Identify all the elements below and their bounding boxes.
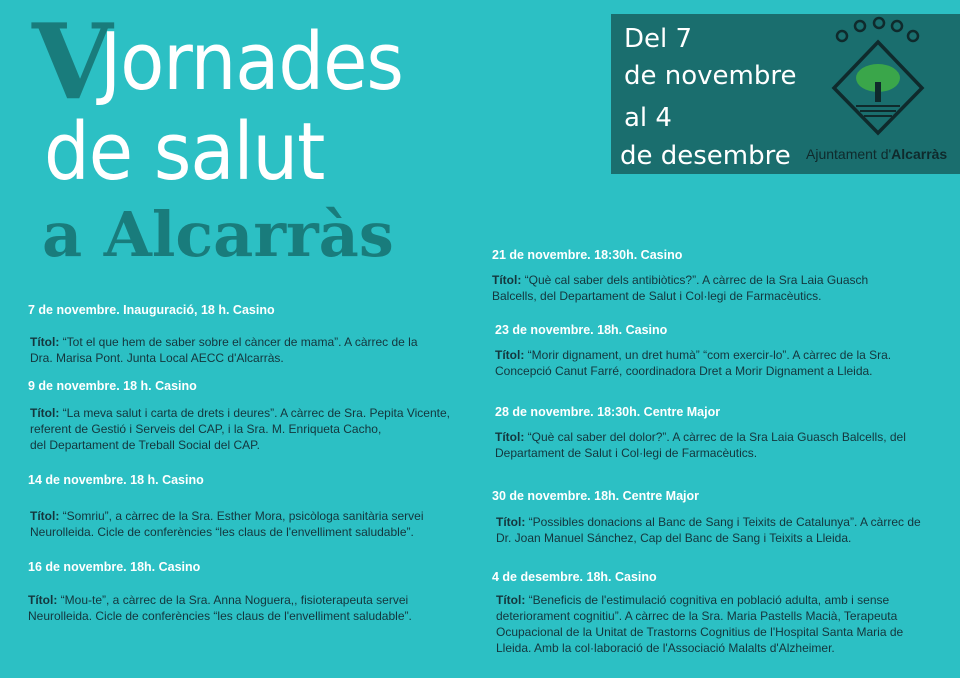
date-line-4: de desembre: [620, 141, 791, 171]
event-9-heading: 4 de desembre. 18h. Casino: [492, 570, 657, 584]
title-line-alcarras: a Alcarràs: [42, 198, 394, 271]
title-initial-v: V: [32, 0, 113, 123]
event-3-description: Títol: “Somriu”, a càrrec de la Sra. Esther Mora, psicòloga sanitària servei Neurolleida. Cicle de conferències “les claus de l'envelliment saludable”.: [30, 509, 424, 539]
event-5-heading: 21 de novembre. 18:30h. Casino: [492, 248, 683, 262]
logo-caption: Ajuntament d'Alcarràs: [806, 146, 948, 162]
event-1-description: Títol: “Tot el que hem de saber sobre el càncer de mama”. A càrrec de la Dra. Marisa Pont. Junta Local AECC d'Alcarràs.: [30, 335, 418, 365]
date-line-3: al 4: [624, 103, 672, 133]
event-8-description: Títol: “Possibles donacions al Banc de Sang i Teixits de Catalunya”. A càrrec de Dr. Joan Manuel Sánchez, Cap del Banc de Sang i Teixits a Lleida.: [496, 515, 921, 545]
event-2-heading: 9 de novembre. 18 h. Casino: [28, 379, 197, 393]
ajuntament-logo-icon: [826, 16, 936, 136]
event-4-description: Títol: “Mou-te”, a càrrec de la Sra. Anna Noguera,, fisioterapeuta servei Neurolleida. Cicle de conferències “les claus de l'envelliment saludable”.: [28, 593, 412, 623]
event-8-heading: 30 de novembre. 18h. Centre Major: [492, 489, 700, 503]
event-4-heading: 16 de novembre. 18h. Casino: [28, 560, 201, 574]
event-9-description: Títol: “Beneficis de l'estimulació cognitiva en població adulta, amb i sense deteriorament cognitiu”. A càrrec de la Sra. Maria Pastells Macià, Terapeuta Ocupacional de la Unitat de Trastorns Cognitius de l'Hospital Santa Maria de Lleida. Amb la col·laboració de l'Associació Malalts d'Alzheimer.: [496, 593, 904, 655]
event-7-description: Títol: “Què cal saber del dolor?”. A càrrec de la Sra Laia Guasch Balcells, del Departament de Salut i Col·legi de Farmacèutics.: [495, 430, 906, 460]
event-1-heading: 7 de novembre. Inauguració, 18 h. Casino: [28, 303, 275, 317]
date-line-2: de novembre: [624, 61, 797, 91]
date-line-1: Del 7: [624, 24, 693, 54]
title-line-jornades: Jornades: [100, 15, 403, 108]
event-3-heading: 14 de novembre. 18 h. Casino: [28, 473, 204, 487]
title-line-de-salut: de salut: [44, 105, 325, 198]
event-6-heading: 23 de novembre. 18h. Casino: [495, 323, 668, 337]
event-2-description: Títol: “La meva salut i carta de drets i deures”. A càrrec de Sra. Pepita Vicente, referent de Gestió i Serveis del CAP, i la Sra. M. Enriqueta Cacho, del Departament de Treball Social del CAP.: [30, 406, 450, 452]
event-5-description: Títol: “Què cal saber dels antibiòtics?”. A càrrec de la Sra Laia Guasch Balcells, del Departament de Salut i Col·legi de Farmacèutics.: [492, 273, 869, 303]
event-6-description: Títol: “Morir dignament, un dret humà” “com exercir-lo”. A càrrec de la Sra. Concepció Canut Farré, coordinadora Dret a Morir Dignament a Lleida.: [495, 348, 892, 378]
event-7-heading: 28 de novembre. 18:30h. Centre Major: [495, 405, 721, 419]
